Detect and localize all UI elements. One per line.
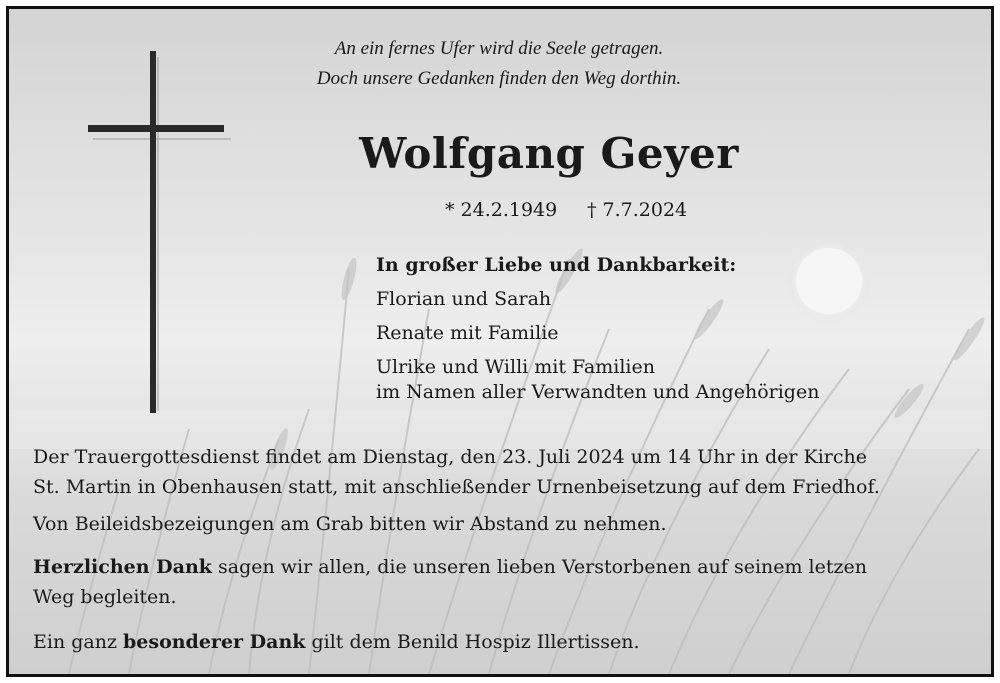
birth-date: * 24.2.1949 [445,199,558,221]
mourners-heading: In großer Liebe und Dankbarkeit: [376,254,737,276]
thanks-pre-3: Ein ganz [33,631,123,653]
quote-line-1: An ein fernes Ufer wird die Seele getragen. [334,38,664,59]
mourner-2: Renate mit Familie [376,322,559,344]
service-line-1: Der Trauergottesdienst findet am Dienstag, den 23. Juli 2024 um 14 Uhr in der Kirche [33,446,867,468]
cross-icon [85,49,235,419]
thanks-line-2: Weg begleiten. [33,586,177,608]
mourner-4: im Namen aller Verwandten und Angehörigen [376,381,820,403]
thanks-bold-3: besonderer Dank [123,631,306,653]
thanks-line-3 [33,627,639,657]
thanks-rest-1: sagen wir allen, die unseren lieben Verstorbenen auf seinem letzen [211,556,867,578]
deceased-name: Wolfgang Geyer [359,129,739,178]
mourner-3: Ulrike und Willi mit Familien [376,356,655,378]
thanks-rest-3: gilt dem Benild Hospiz Illertissen. [305,631,640,653]
obituary-card [6,6,994,677]
service-line-2: St. Martin in Obenhausen statt, mit anschließender Urnenbeisetzung auf dem Friedhof. [33,476,880,498]
thanks-bold-1: Herzlichen Dank [33,556,212,578]
quote-line-2: Doch unsere Gedanken finden den Weg dorthin. [316,68,682,89]
condolence-note: Von Beileidsbezeigungen am Grab bitten wir Abstand zu nehmen. [33,513,667,535]
thanks-line-1 [33,552,867,582]
death-date: † 7.7.2024 [587,199,688,221]
mourner-1: Florian und Sarah [376,288,552,310]
